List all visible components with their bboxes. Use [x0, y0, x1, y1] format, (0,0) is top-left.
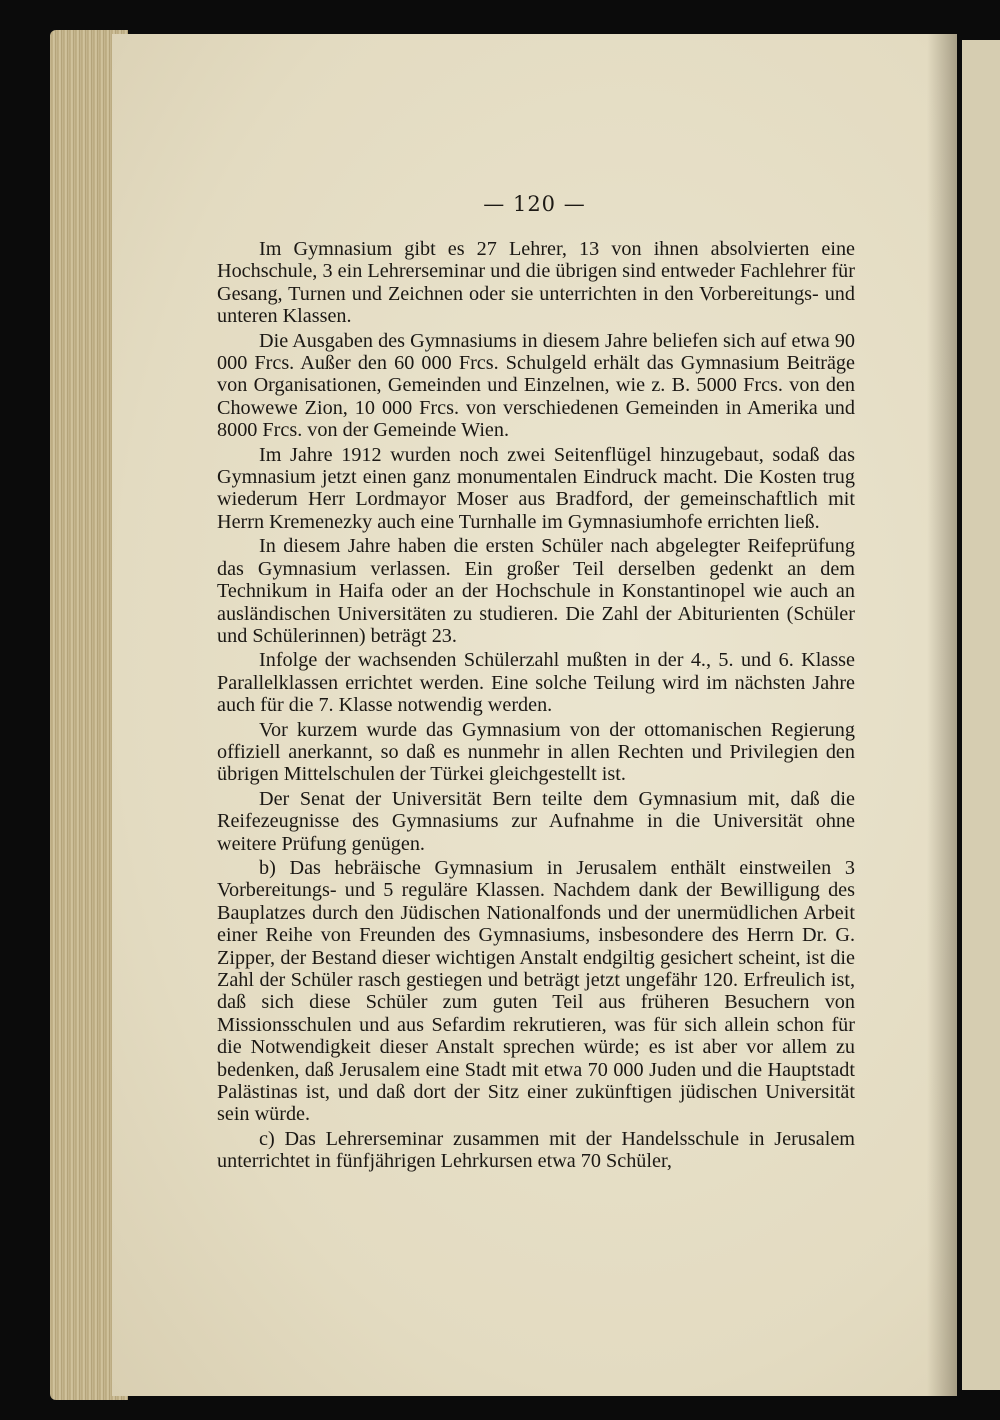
paragraph-recognition: Vor kurzem wurde das Gymnasium von der ottomanischen Regierung offiziell anerkannt, so daß es nunmehr in allen Rechten und Privilegien den übrigen Mittelschulen der Türkei gleichgestellt ist.	[217, 718, 855, 786]
paragraph-bern: Der Senat der Universität Bern teilte dem Gymnasium mit, daß die Reifezeugnisse des Gymnasiums zur Aufnahme in die Universität ohne weitere Prüfung genügen.	[217, 787, 855, 855]
body-text	[217, 238, 855, 1175]
paragraph-teacher-seminar: c) Das Lehrerseminar zusammen mit der Handelsschule in Jerusalem unterrichtet in fünfjährigen Lehrkursen etwa 70 Schüler,	[217, 1127, 855, 1173]
paragraph-graduates: In diesem Jahre haben die ersten Schüler nach abgelegter Reifeprüfung das Gymnasium verlassen. Ein großer Teil derselben gedenkt an dem Technikum in Haifa oder an der Hochschule in Konstantinopel wie auch an ausländischen Universitäten zu studieren. Die Zahl der Abiturienten (Schüler und Schülerinnen) beträgt 23.	[217, 535, 855, 647]
paragraph-jerusalem-gymnasium: b) Das hebräische Gymnasium in Jerusalem enthält einstweilen 3 Vorbereitungs- und 5 reguläre Klassen. Nachdem dank der Bewilligung des Bauplatzes durch den Jüdischen Nationalfonds und der unermüdlichen Arbeit einer Reihe von Freunden des Gymnasiums, insbesondere des Herrn Dr. G. Zipper, der Bestand dieser wichtigen Anstalt endgiltig gesichert scheint, ist die Zahl der Schüler rasch gestiegen und beträgt jetzt ungefähr 120. Erfreulich ist, daß sich diese Schüler zum guten Teil aus früheren Besuchern von Missionsschulen und aus Sefardim rekrutieren, was für sich allein schon für die Notwendigkeit dieser Anstalt sprechen würde; es ist aber vor allem zu bedenken, daß Jerusalem eine Stadt mit etwa 70 000 Juden und die Hauptstadt Palästinas ist, und daß dort der Sitz einer zukünftigen jüdischen Universität sein würde.	[217, 856, 855, 1126]
paragraph-building: Im Jahre 1912 wurden noch zwei Seitenflügel hinzugebaut, sodaß das Gymnasium jetzt einen ganz monumentalen Eindruck macht. Die Kosten trug wiederum Herr Lordmayor Moser aus Bradford, der gemeinschaftlich mit Herrn Kremenezky auch eine Turnhalle im Gymnasiumhofe errichten ließ.	[217, 443, 855, 533]
facing-page-edge	[962, 40, 1000, 1390]
paragraph-expenses: Die Ausgaben des Gymnasiums in diesem Jahre beliefen sich auf etwa 90 000 Frcs. Außer den 60 000 Frcs. Schulgeld erhält das Gymnasium Beiträge von Organisationen, Gemeinden und Einzelnen, wie z. B. 5000 Frcs. von den Chowewe Zion, 10 000 Frcs. von verschiedenen Gemeinden in Amerika und 8000 Frcs. von der Gemeinde Wien.	[217, 329, 855, 442]
page-number: — 120 —	[483, 192, 586, 216]
book-page	[112, 34, 957, 1396]
paragraph-parallel-classes: Infolge der wachsenden Schülerzahl mußten in der 4., 5. und 6. Klasse Parallelklassen errichtet werden. Eine solche Teilung wird im nächsten Jahre auch für die 7. Klasse notwendig werden.	[217, 649, 855, 717]
gutter-shadow	[927, 34, 957, 1396]
paragraph-teachers: Im Gymnasium gibt es 27 Lehrer, 13 von ihnen absolvierten eine Hochschule, 3 ein Lehrerseminar und die übrigen sind entweder Fachlehrer für Gesang, Turnen und Zeichnen oder sie unterrichten in den Vorbereitungs- und unteren Klassen.	[217, 238, 855, 328]
